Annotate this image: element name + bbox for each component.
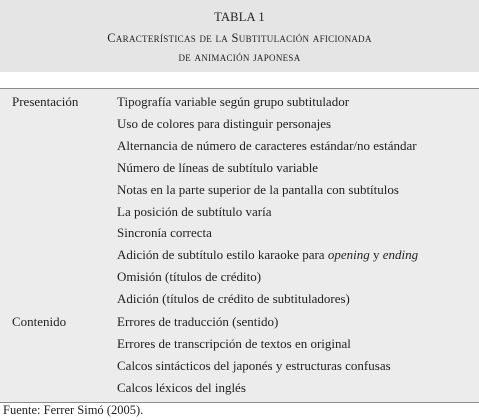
table-row-item: Errores de transcripción de textos en original: [117, 336, 351, 351]
category-contenido: Contenido: [12, 314, 67, 329]
table-row-item: Uso de colores para distinguir personajes: [117, 116, 332, 131]
table-row-item: Notas en la parte superior de la pantalla con subtítulos: [117, 182, 399, 197]
table-row-item: Calcos léxicos del inglés: [117, 380, 246, 395]
item-text-segment: y: [369, 247, 383, 262]
table-body: [0, 88, 479, 403]
item-italic-opening: opening: [327, 247, 370, 262]
table-header: [0, 0, 479, 72]
category-presentacion: Presentación: [12, 94, 79, 109]
item-italic-ending: ending: [382, 247, 419, 262]
table-row-item: Calcos sintácticos del japonés y estructuras confusas: [117, 358, 391, 373]
table-top-rule: [0, 88, 479, 89]
table-row-item: Alternancia de número de caracteres estándar/no estándar: [117, 138, 417, 153]
table-title-line-2: de animación japonesa: [178, 50, 301, 64]
table-source-note: Fuente: Ferrer Simó (2005).: [3, 403, 144, 417]
table-row-item: La posición de subtítulo varía: [117, 204, 272, 219]
table-row-item: Tipografía variable según grupo subtitulador: [117, 94, 350, 109]
table-row-item: Errores de traducción (sentido): [117, 314, 279, 329]
item-text-segment: Adición de subtítulo estilo karaoke para: [117, 247, 328, 262]
table-row-item: Sincronía correcta: [117, 225, 212, 240]
table-title-line-1: Características de la Subtitulación aficionada: [107, 31, 372, 45]
table-row-item: Número de líneas de subtítulo variable: [117, 160, 319, 175]
table-row-item-karaoke: [117, 247, 418, 263]
table-row-item: Adición (títulos de crédito de subtituladores): [117, 291, 350, 306]
table-row-item: Omisión (títulos de crédito): [117, 269, 262, 284]
table-number: TABLA 1: [214, 10, 265, 24]
